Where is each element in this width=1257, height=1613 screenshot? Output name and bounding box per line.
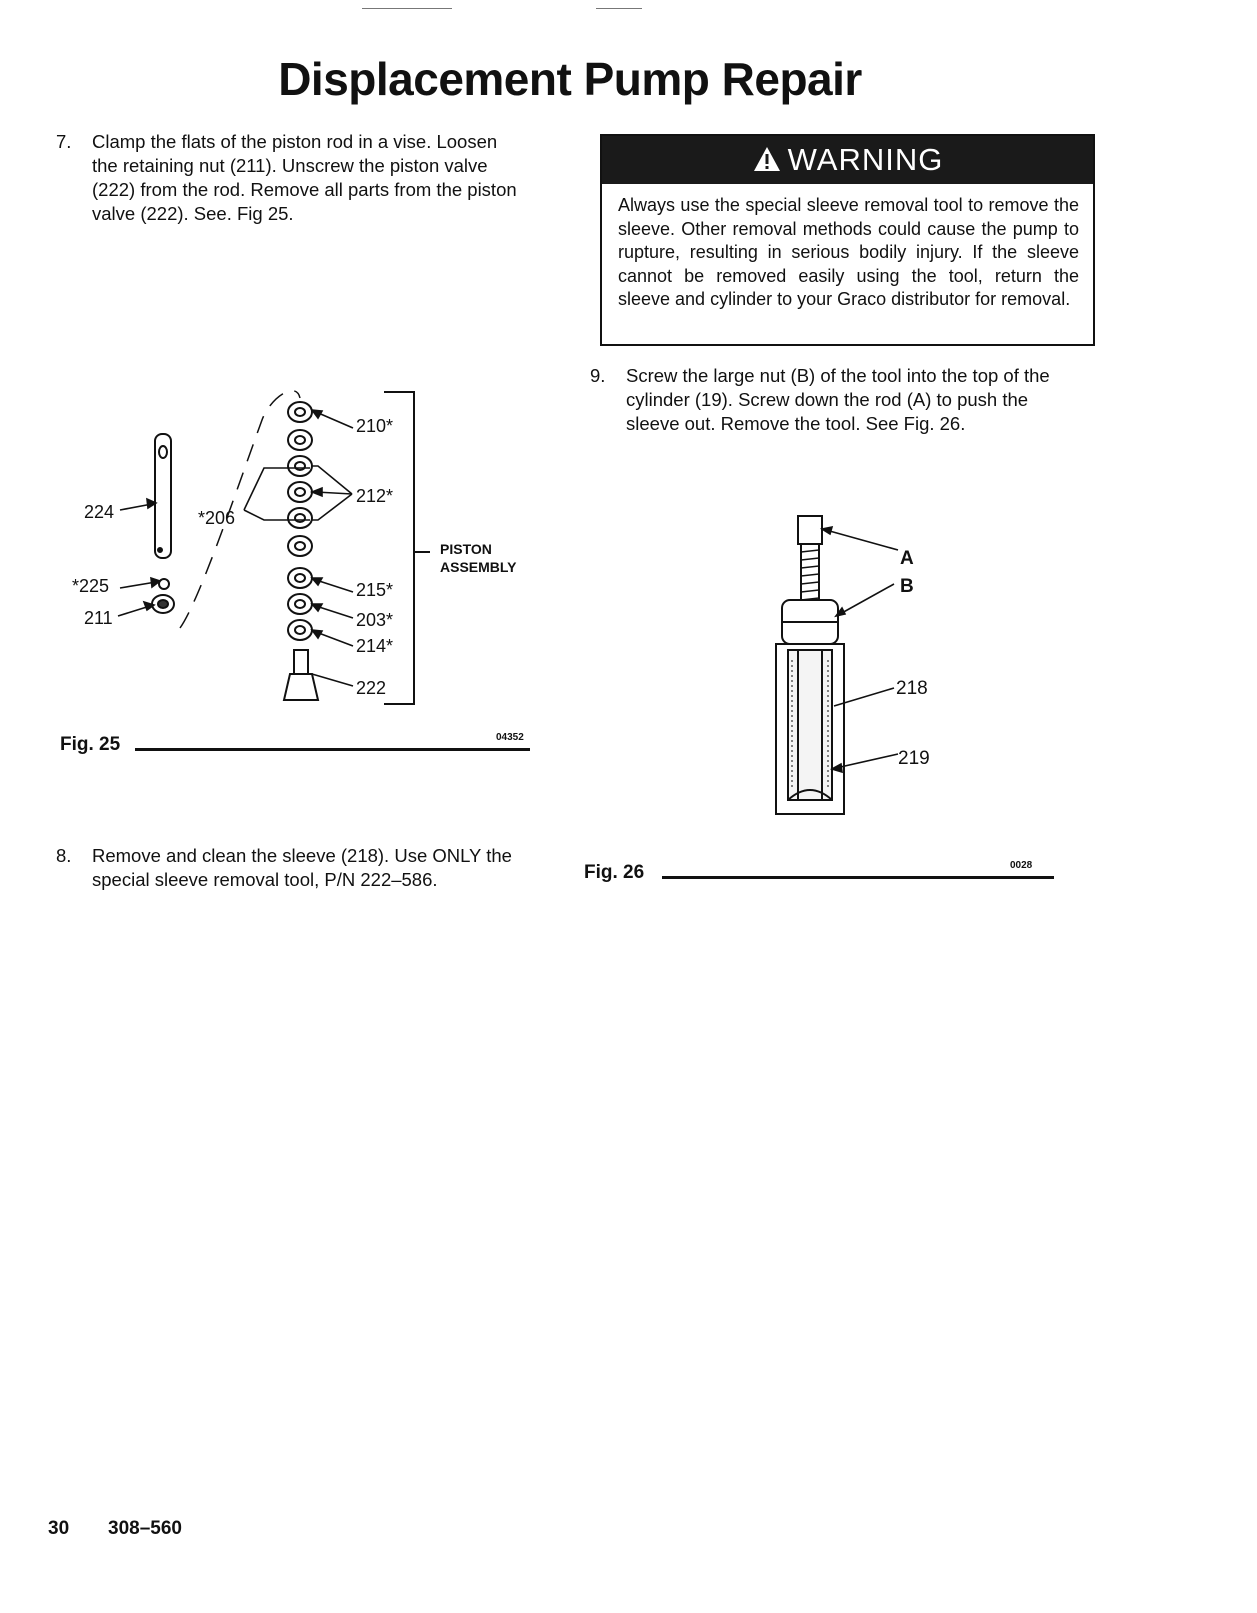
step-text: Remove and clean the sleeve (218). Use ONLY the special sleeve removal tool, P/N 222–586. bbox=[92, 845, 512, 890]
label-210: 210* bbox=[356, 416, 394, 436]
label-211: 211 bbox=[84, 608, 113, 628]
warning-text: Always use the special sleeve removal tool to remove the sleeve. Other removal methods could cause the pump to rupture, resulting in serious bodily injury. If the sleeve cannot be removed easily using the tool, return the sleeve and cylinder to your Graco distributor for removal. bbox=[618, 195, 1079, 309]
page-number: 30 bbox=[48, 1518, 70, 1539]
warning-heading: WARNING bbox=[787, 142, 944, 177]
step-number: 8. bbox=[56, 845, 72, 866]
fig-26-rule bbox=[662, 876, 1054, 879]
label-224: 224 bbox=[84, 502, 115, 522]
label-assembly: ASSEMBLY bbox=[440, 559, 517, 575]
label-222: 222 bbox=[356, 678, 387, 698]
fig-26-id: 0028 bbox=[1010, 860, 1033, 871]
fig-25-id: 04352 bbox=[496, 732, 524, 743]
label-piston: PISTON bbox=[440, 541, 492, 557]
top-rule bbox=[596, 8, 642, 9]
label-B: B bbox=[900, 576, 914, 597]
label-225: *225 bbox=[72, 576, 110, 596]
label-A: A bbox=[900, 548, 914, 569]
step-number: 9. bbox=[590, 365, 606, 386]
label-212: 212* bbox=[356, 486, 394, 506]
label-218: 218 bbox=[896, 678, 928, 699]
step-text: Screw the large nut (B) of the tool into the top of the cylinder (19). Screw down the rod (A) to push the sleeve out. Remove the tool. See Fig. 26. bbox=[626, 365, 1050, 434]
label-219: 219 bbox=[898, 748, 930, 769]
doc-number: 308–560 bbox=[108, 1518, 182, 1539]
label-206: *206 bbox=[198, 508, 236, 528]
top-rule bbox=[362, 8, 452, 9]
tool-rod-head bbox=[798, 516, 822, 544]
step-text: Clamp the flats of the piston rod in a vise. Loosen the retaining nut (211). Unscrew the piston valve (222) from the rod. Remove all parts from the piston valve (222). See. Fig 25. bbox=[92, 131, 517, 224]
fig-26-caption: Fig. 26 bbox=[584, 862, 645, 883]
step-number: 7. bbox=[56, 131, 72, 152]
page-title: Displacement Pump Repair bbox=[278, 53, 862, 105]
sleeve-218 bbox=[788, 650, 832, 800]
label-203: 203* bbox=[356, 610, 394, 630]
label-214: 214* bbox=[356, 636, 394, 656]
label-215: 215* bbox=[356, 580, 394, 600]
fig-25-caption: Fig. 25 bbox=[60, 734, 121, 755]
